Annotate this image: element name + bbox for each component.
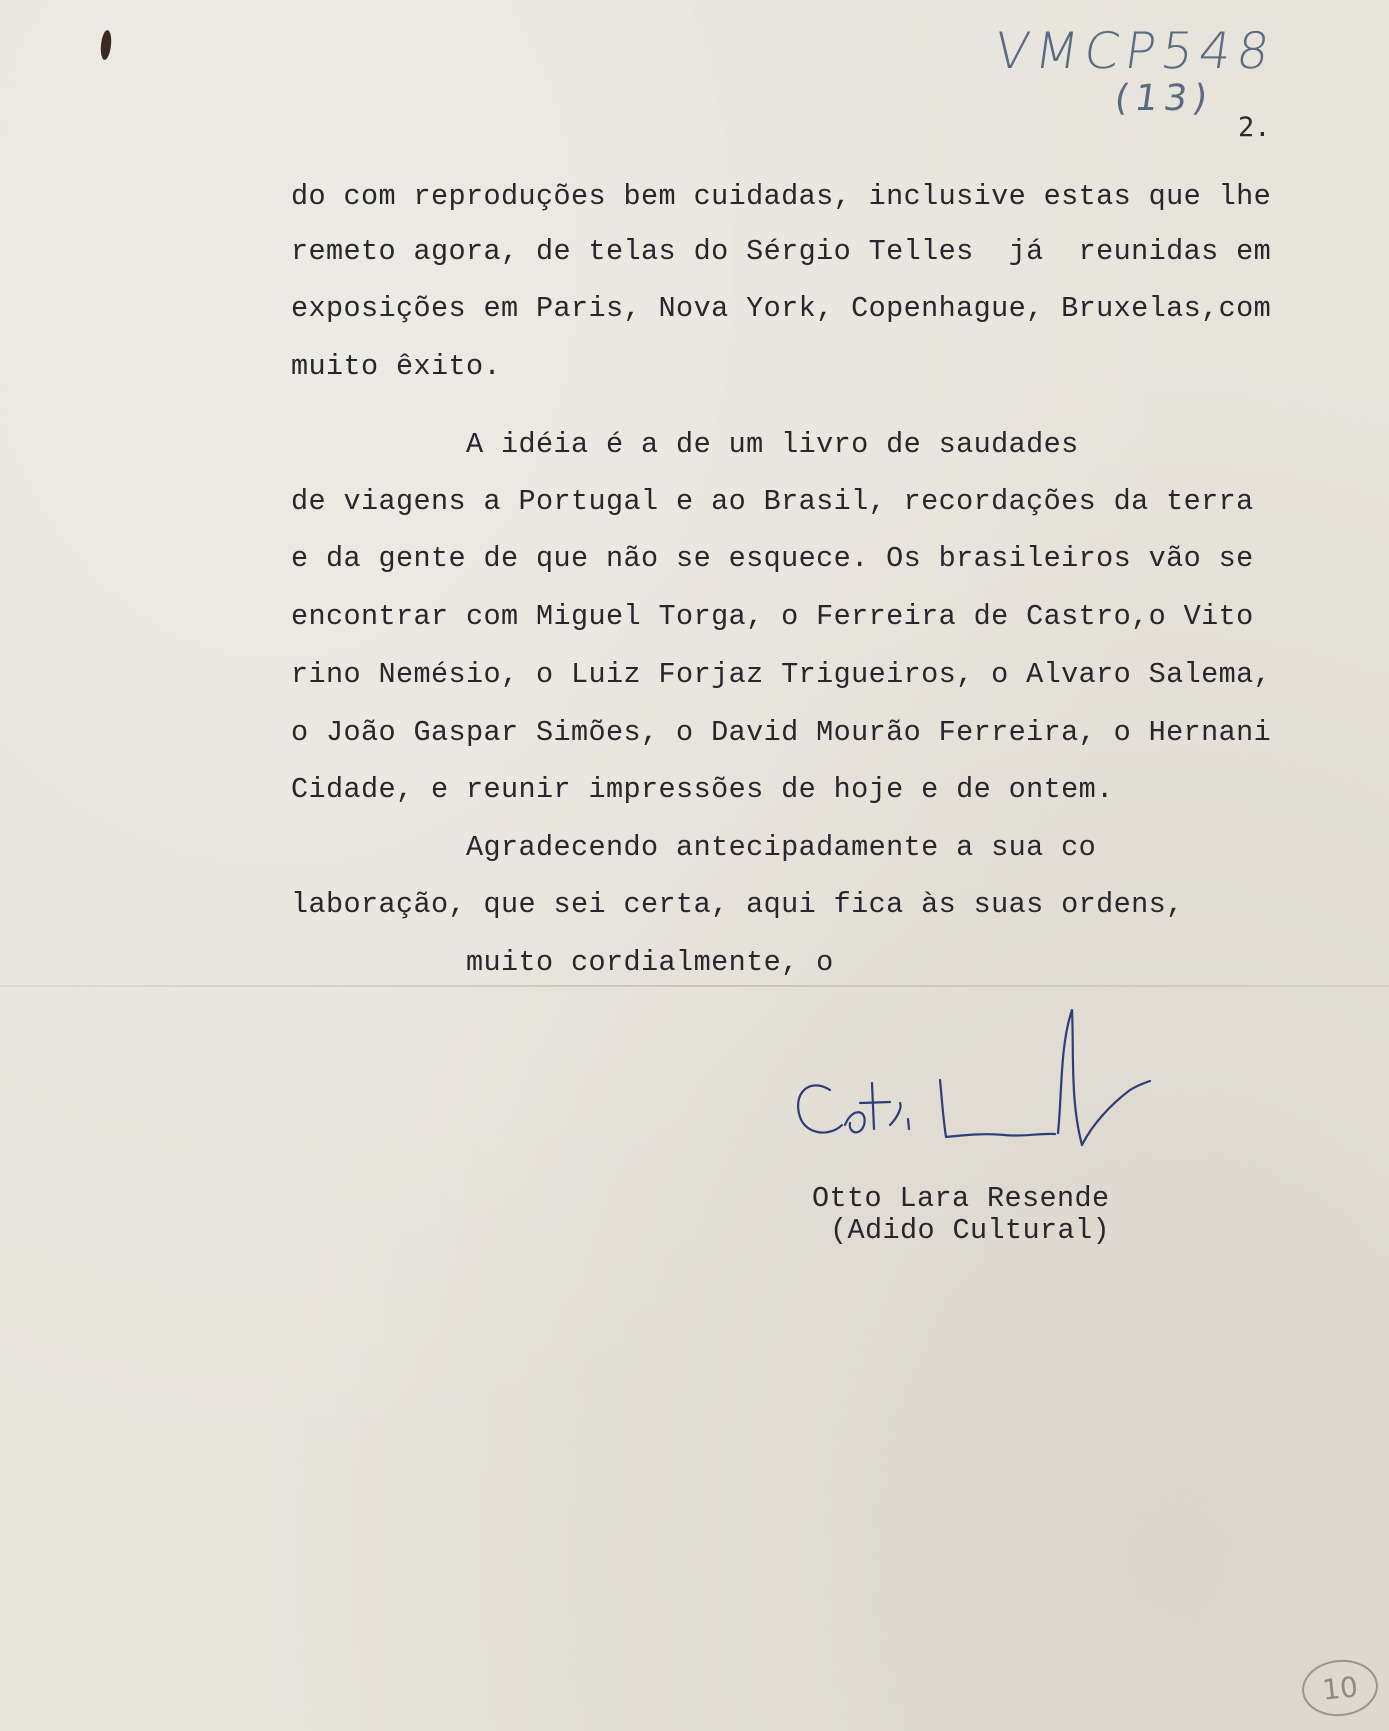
letter-line: o João Gaspar Simões, o David Mourão Ferreira, o Hernani <box>291 716 1272 749</box>
signer-block <box>812 1183 1110 1247</box>
letter-line: encontrar com Miguel Torga, o Ferreira de Castro,o Vito <box>291 600 1254 633</box>
letter-line: Agradecendo antecipadamente a sua co <box>291 831 1097 864</box>
paper-fold-line <box>0 985 1389 987</box>
signer-title: (Adido Cultural) <box>830 1214 1111 1247</box>
archive-reference-code: VMCP548 <box>990 22 1279 80</box>
letter-line: laboração, que sei certa, aqui fica às suas ordens, <box>291 888 1184 921</box>
letter-line: rino Nemésio, o Luiz Forjaz Trigueiros, o Alvaro Salema, <box>291 658 1272 691</box>
letter-line: exposições em Paris, Nova York, Copenhague, Bruxelas,com <box>291 292 1272 325</box>
archive-reference-note <box>990 10 1305 120</box>
signer-name: Otto Lara Resende <box>812 1182 1110 1215</box>
letter-line: e da gente de que não se esquece. Os brasileiros vão se <box>291 542 1254 575</box>
letter-line: remeto agora, de telas do Sérgio Telles já reunidas em <box>291 235 1272 268</box>
handwritten-signature <box>790 1005 1240 1175</box>
letter-line: muito cordialmente, o <box>291 946 834 979</box>
page-number: 2. <box>1238 112 1271 143</box>
letter-line: Cidade, e reunir impressões de hoje e de ontem. <box>291 773 1114 806</box>
letter-line: muito êxito. <box>291 350 502 383</box>
ink-spot <box>99 30 112 61</box>
letter-line: do com reproduções bem cuidadas, inclusive estas que lhe <box>291 180 1272 213</box>
sheet-number-stamp: 10 <box>1299 1656 1380 1720</box>
archive-reference-number: (13) <box>1112 78 1216 119</box>
letter-line: de viagens a Portugal e ao Brasil, recordações da terra <box>291 485 1254 518</box>
letter-line: A idéia é a de um livro de saudades <box>291 428 1079 461</box>
